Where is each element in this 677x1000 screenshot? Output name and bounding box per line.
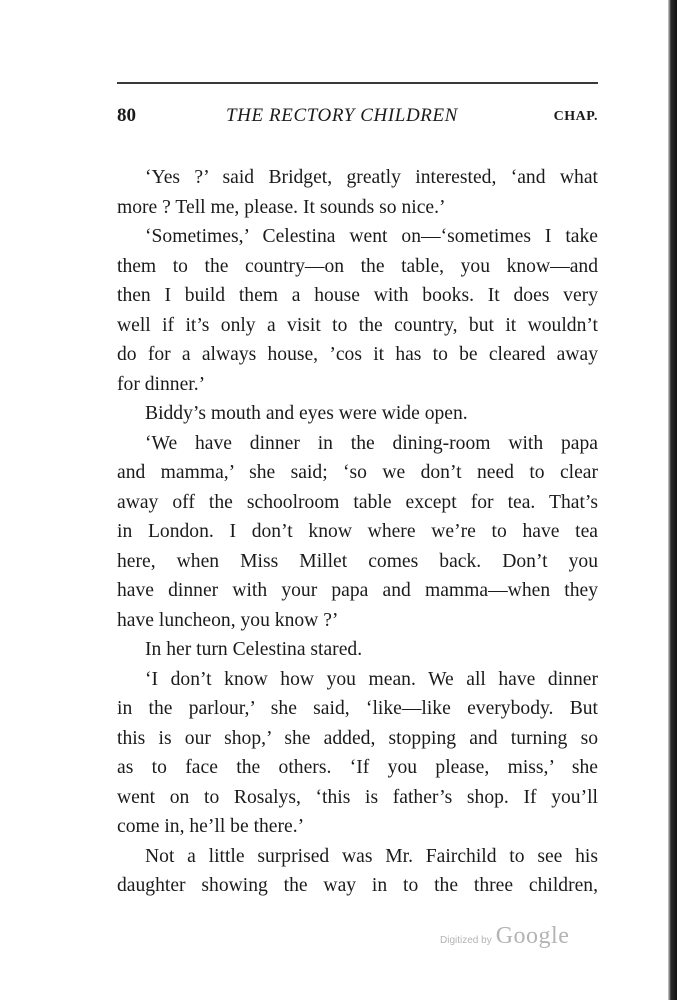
text-line: as to face the others. ‘If you please, miss,’ she [117,757,598,778]
text-line: come in, he’ll be there.’ [117,816,305,837]
text-line: ‘Yes ?’ said Bridget, greatly interested, ‘and what [145,167,598,188]
text-line: have dinner with your papa and mamma—when they [117,580,598,601]
text-line: ‘We have dinner in the dining-room with papa [145,432,598,454]
text-line: have luncheon, you know ?’ [117,609,339,631]
text-line: for dinner.’ [117,373,206,395]
text-line: in London. I don’t know where we’re to have tea [117,521,598,542]
text-line: here, when Miss Millet comes back. Don’t you [117,550,598,572]
text-line: them to the country—on the table, you know—and [117,255,598,277]
google-logo: Google [495,923,570,949]
page-edge-shadow [668,0,677,1000]
text-line: do for a always house, ’cos it has to be cleared away [117,344,598,365]
page-number: 80 [117,105,136,126]
text-line: away off the schoolroom table except for tea. That’s [117,491,598,513]
digitized-by-google-watermark [440,923,569,950]
text-line: daughter showing the way in to the three children, [117,875,598,896]
text-line: and mamma,’ she said; ‘so we don’t need to clear [117,462,598,483]
text-line: Not a little surprised was Mr. Fairchild to see his [145,845,598,867]
book-title: THE RECTORY CHILDREN [226,105,458,126]
text-line: ‘Sometimes,’ Celestina went on—‘sometimes I take [145,226,598,247]
watermark-prefix: Digitized by [440,935,492,946]
running-head [117,103,598,133]
text-line: well if it’s only a visit to the country, but it wouldn’t [117,314,598,336]
body-text [117,163,598,901]
text-line: Biddy’s mouth and eyes were wide open. [145,403,468,424]
header-rule [117,82,598,84]
text-line: then I build them a house with books. It does very [117,285,598,306]
text-line: went on to Rosalys, ‘this is father’s shop. If you’ll [117,786,598,808]
text-line: In her turn Celestina stared. [145,639,363,660]
text-line: more ? Tell me, please. It sounds so nice.’ [117,196,446,218]
chapter-label: CHAP. [553,109,598,124]
text-line: this is our shop,’ she added, stopping and turning so [117,727,598,749]
text-line: in the parlour,’ she said, ‘like—like everybody. But [117,698,598,719]
text-line: ‘I don’t know how you mean. We all have dinner [145,668,598,690]
